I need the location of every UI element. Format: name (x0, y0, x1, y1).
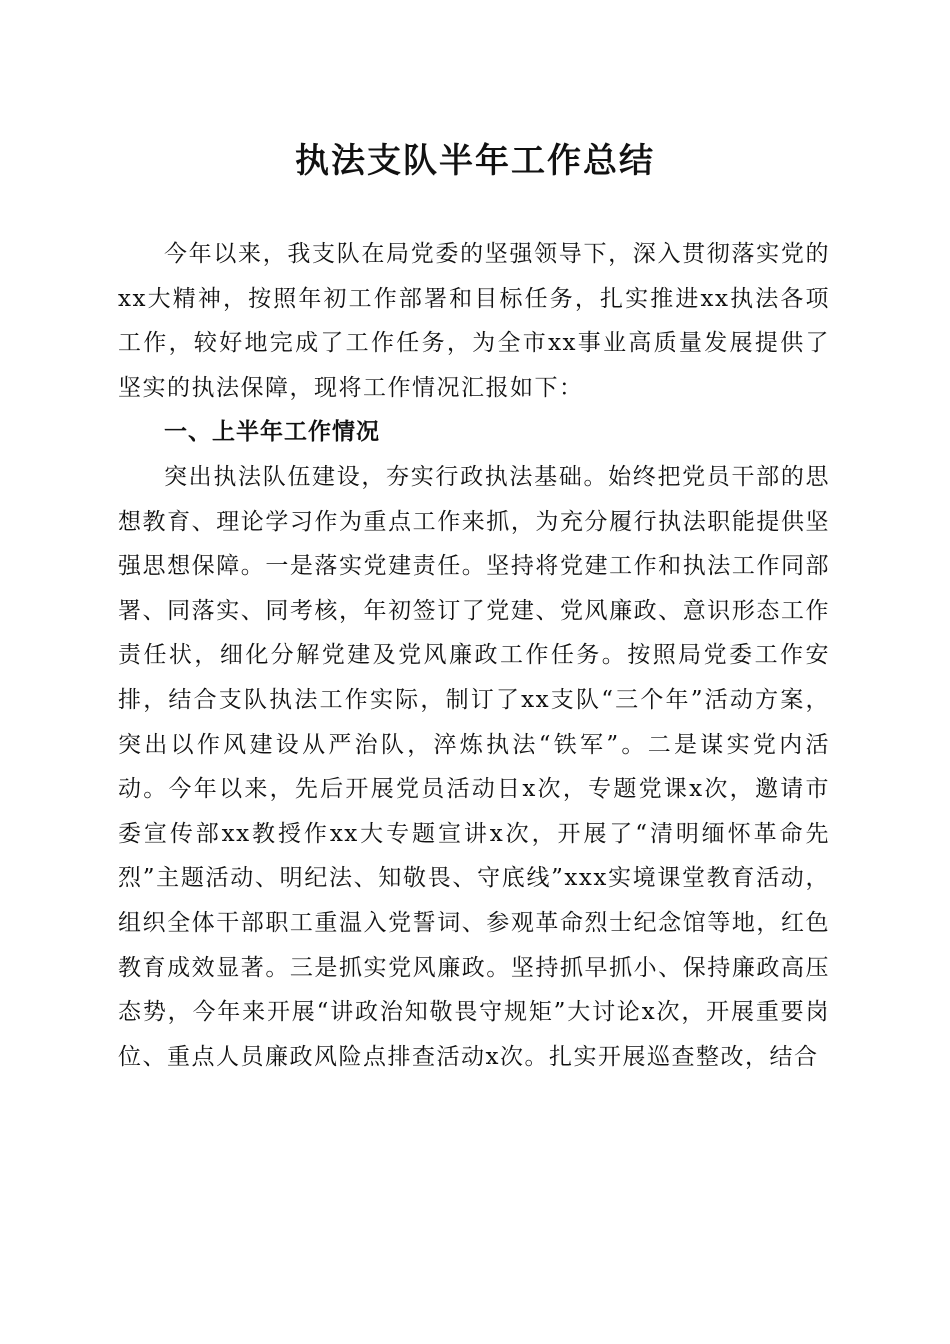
section-paragraph: 突出执法队伍建设，夯实行政执法基础。始终把党员干部的思想教育、理论学习作为重点工作来抓，为充分履行执法职能提供坚强思想保障。一是落实党建责任。坚持将党建工作和执法工作同部署、同落实、同考核，年初签订了党建、党风廉政、意识形态工作责任状，细化分解党建及党风廉政工作任务。按照局党委工作安排，结合支队执法工作实际，制订了xx支队“三个年”活动方案，突出以作风建设从严治队，淬炼执法“铁军”。二是谋实党内活动。今年以来，先后开展党员活动日x次，专题党课x次，邀请市委宣传部xx教授作xx大专题宣讲x次，开展了“清明缅怀革命先烈”主题活动、明纪法、知敬畏、守底线”xxx实境课堂教育活动，组织全体干部职工重温入党誓词、参观革命烈士纪念馆等地，红色教育成效显著。三是抓实党风廉政。坚持抓早抓小、保持廉政高压态势，今年来开展“讲政治知敬畏守规矩”大讨论x次，开展重要岗位、重点人员廉政风险点排查活动x次。扎实开展巡查整改，结合 (118, 463, 830, 1070)
intro-paragraph: 今年以来，我支队在局党委的坚强领导下，深入贯彻落实党的xx大精神，按照年初工作部署和目标任务，扎实推进xx执法各项工作，较好地完成了工作任务，为全市xx事业高质量发展提供了坚实的执法保障，现将工作情况汇报如下： (118, 241, 830, 401)
document-body (118, 232, 830, 1079)
document-title: 执法支队半年工作总结 (295, 141, 655, 181)
section-heading: 一、上半年工作情况 (164, 419, 380, 446)
